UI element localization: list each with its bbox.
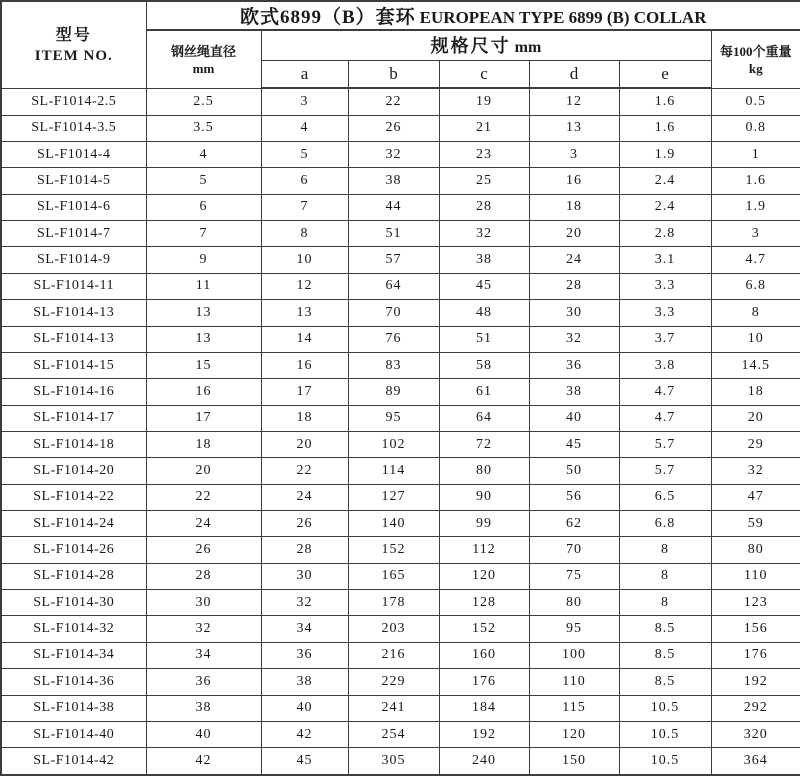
cell-dim-a: 20 (261, 431, 348, 457)
cell-item-no: SL-F1014-5 (1, 168, 146, 194)
table-row (1, 247, 800, 273)
cell-dim-e: 2.4 (619, 194, 711, 220)
table-row (1, 405, 800, 431)
cell-item-no: SL-F1014-9 (1, 247, 146, 273)
cell-dim-b: 76 (348, 326, 439, 352)
cell-wire-diameter: 15 (146, 352, 261, 378)
cell-dim-d: 80 (529, 590, 619, 616)
cell-dim-e: 8.5 (619, 642, 711, 668)
cell-dim-b: 64 (348, 273, 439, 299)
cell-weight: 4.7 (711, 247, 800, 273)
cell-dim-a: 36 (261, 642, 348, 668)
cell-dim-a: 8 (261, 221, 348, 247)
cell-dim-c: 64 (439, 405, 529, 431)
cell-dim-c: 112 (439, 537, 529, 563)
cell-dim-d: 120 (529, 721, 619, 747)
cell-item-no: SL-F1014-26 (1, 537, 146, 563)
cell-item-no: SL-F1014-42 (1, 748, 146, 775)
cell-item-no: SL-F1014-3.5 (1, 115, 146, 141)
cell-dim-c: 32 (439, 221, 529, 247)
table-row (1, 273, 800, 299)
cell-dim-c: 128 (439, 590, 529, 616)
cell-dim-a: 6 (261, 168, 348, 194)
table-row (1, 563, 800, 589)
cell-item-no: SL-F1014-32 (1, 616, 146, 642)
cell-item-no: SL-F1014-16 (1, 379, 146, 405)
cell-weight: 8 (711, 300, 800, 326)
cell-dim-c: 61 (439, 379, 529, 405)
cell-weight: 18 (711, 379, 800, 405)
table-row (1, 590, 800, 616)
column-header-dim-a: a (261, 60, 348, 88)
cell-dim-b: 89 (348, 379, 439, 405)
cell-dim-a: 12 (261, 273, 348, 299)
cell-dim-e: 8 (619, 563, 711, 589)
table-row (1, 300, 800, 326)
cell-dim-c: 184 (439, 695, 529, 721)
cell-dim-c: 45 (439, 273, 529, 299)
cell-dim-c: 21 (439, 115, 529, 141)
cell-item-no: SL-F1014-13 (1, 326, 146, 352)
cell-dim-b: 38 (348, 168, 439, 194)
wire-diameter-label: 钢丝绳直径 (170, 44, 236, 60)
cell-dim-d: 12 (529, 88, 619, 115)
cell-weight: 364 (711, 748, 800, 775)
cell-dim-d: 28 (529, 273, 619, 299)
title-row (1, 1, 800, 30)
cell-dim-c: 176 (439, 669, 529, 695)
cell-item-no: SL-F1014-30 (1, 590, 146, 616)
cell-dim-e: 5.7 (619, 431, 711, 457)
cell-weight: 80 (711, 537, 800, 563)
cell-dim-d: 70 (529, 537, 619, 563)
cell-wire-diameter: 42 (146, 748, 261, 775)
cell-weight: 6.8 (711, 273, 800, 299)
table-row (1, 352, 800, 378)
cell-wire-diameter: 16 (146, 379, 261, 405)
cell-weight: 110 (711, 563, 800, 589)
cell-dim-e: 2.4 (619, 168, 711, 194)
cell-dim-b: 165 (348, 563, 439, 589)
cell-dim-a: 34 (261, 616, 348, 642)
cell-dim-d: 20 (529, 221, 619, 247)
cell-item-no: SL-F1014-2.5 (1, 88, 146, 115)
cell-wire-diameter: 28 (146, 563, 261, 589)
table-row (1, 748, 800, 775)
cell-dim-b: 254 (348, 721, 439, 747)
column-header-dim-d: d (529, 60, 619, 88)
cell-dim-a: 5 (261, 141, 348, 167)
cell-dim-c: 192 (439, 721, 529, 747)
table-row (1, 115, 800, 141)
table-row (1, 616, 800, 642)
cell-dim-a: 4 (261, 115, 348, 141)
cell-dim-a: 22 (261, 458, 348, 484)
cell-wire-diameter: 38 (146, 695, 261, 721)
table-row (1, 721, 800, 747)
cell-dim-c: 23 (439, 141, 529, 167)
cell-dim-c: 48 (439, 300, 529, 326)
cell-weight: 10 (711, 326, 800, 352)
cell-dim-a: 38 (261, 669, 348, 695)
cell-dim-d: 16 (529, 168, 619, 194)
cell-dim-d: 3 (529, 141, 619, 167)
cell-dim-e: 6.5 (619, 484, 711, 510)
cell-dim-c: 28 (439, 194, 529, 220)
cell-wire-diameter: 9 (146, 247, 261, 273)
cell-wire-diameter: 13 (146, 326, 261, 352)
cell-dim-a: 18 (261, 405, 348, 431)
page-title (146, 1, 800, 30)
table-row (1, 458, 800, 484)
cell-item-no: SL-F1014-40 (1, 721, 146, 747)
cell-item-no: SL-F1014-13 (1, 300, 146, 326)
cell-dim-a: 28 (261, 537, 348, 563)
cell-dim-b: 127 (348, 484, 439, 510)
cell-dim-a: 7 (261, 194, 348, 220)
cell-dim-c: 25 (439, 168, 529, 194)
cell-item-no: SL-F1014-22 (1, 484, 146, 510)
cell-dim-a: 30 (261, 563, 348, 589)
cell-dim-e: 8.5 (619, 616, 711, 642)
cell-dim-b: 44 (348, 194, 439, 220)
cell-wire-diameter: 2.5 (146, 88, 261, 115)
cell-dim-e: 10.5 (619, 721, 711, 747)
table-row (1, 326, 800, 352)
cell-dim-e: 6.8 (619, 511, 711, 537)
cell-wire-diameter: 20 (146, 458, 261, 484)
cell-dim-e: 3.7 (619, 326, 711, 352)
cell-wire-diameter: 40 (146, 721, 261, 747)
cell-weight: 1.6 (711, 168, 800, 194)
cell-dim-d: 95 (529, 616, 619, 642)
wire-diameter-unit: mm (192, 60, 215, 76)
cell-item-no: SL-F1014-7 (1, 221, 146, 247)
cell-dim-d: 110 (529, 669, 619, 695)
cell-dim-b: 83 (348, 352, 439, 378)
cell-wire-diameter: 4 (146, 141, 261, 167)
cell-dim-e: 3.8 (619, 352, 711, 378)
cell-weight: 32 (711, 458, 800, 484)
cell-item-no: SL-F1014-6 (1, 194, 146, 220)
cell-wire-diameter: 17 (146, 405, 261, 431)
cell-dim-b: 305 (348, 748, 439, 775)
cell-dim-e: 1.9 (619, 141, 711, 167)
cell-wire-diameter: 6 (146, 194, 261, 220)
table-row (1, 669, 800, 695)
cell-weight: 1.9 (711, 194, 800, 220)
table-row (1, 221, 800, 247)
cell-dim-d: 32 (529, 326, 619, 352)
column-header-wire-diameter (146, 30, 261, 88)
cell-dim-c: 120 (439, 563, 529, 589)
table-row (1, 141, 800, 167)
cell-dim-c: 72 (439, 431, 529, 457)
cell-dim-d: 36 (529, 352, 619, 378)
cell-dim-a: 32 (261, 590, 348, 616)
cell-dim-b: 140 (348, 511, 439, 537)
cell-dim-e: 8 (619, 590, 711, 616)
cell-weight: 59 (711, 511, 800, 537)
cell-weight: 3 (711, 221, 800, 247)
cell-dim-d: 45 (529, 431, 619, 457)
table-row (1, 511, 800, 537)
item-no-label-cn: 型号 (55, 26, 92, 44)
cell-wire-diameter: 7 (146, 221, 261, 247)
cell-dim-a: 17 (261, 379, 348, 405)
cell-item-no: SL-F1014-15 (1, 352, 146, 378)
cell-dim-e: 10.5 (619, 748, 711, 775)
cell-wire-diameter: 32 (146, 616, 261, 642)
table-header (1, 1, 800, 88)
cell-dim-c: 152 (439, 616, 529, 642)
column-header-weight (711, 30, 800, 88)
cell-dim-d: 150 (529, 748, 619, 775)
table-row (1, 642, 800, 668)
cell-weight: 0.5 (711, 88, 800, 115)
cell-dim-b: 178 (348, 590, 439, 616)
cell-weight: 29 (711, 431, 800, 457)
cell-dim-a: 26 (261, 511, 348, 537)
cell-dim-a: 40 (261, 695, 348, 721)
table-body (1, 88, 800, 775)
cell-dim-a: 13 (261, 300, 348, 326)
cell-dim-c: 90 (439, 484, 529, 510)
spec-dimensions-unit: mm (514, 39, 542, 57)
cell-dim-d: 13 (529, 115, 619, 141)
cell-dim-a: 24 (261, 484, 348, 510)
cell-wire-diameter: 36 (146, 669, 261, 695)
cell-item-no: SL-F1014-4 (1, 141, 146, 167)
column-header-dim-c: c (439, 60, 529, 88)
cell-weight: 47 (711, 484, 800, 510)
cell-dim-e: 4.7 (619, 379, 711, 405)
page-title-english: EUROPEAN TYPE 6899 (B) COLLAR (419, 8, 707, 27)
cell-dim-d: 100 (529, 642, 619, 668)
cell-dim-a: 16 (261, 352, 348, 378)
table-row (1, 537, 800, 563)
cell-dim-c: 58 (439, 352, 529, 378)
cell-dim-e: 5.7 (619, 458, 711, 484)
cell-dim-a: 3 (261, 88, 348, 115)
cell-dim-b: 229 (348, 669, 439, 695)
cell-dim-b: 216 (348, 642, 439, 668)
cell-dim-b: 203 (348, 616, 439, 642)
cell-dim-b: 95 (348, 405, 439, 431)
cell-wire-diameter: 3.5 (146, 115, 261, 141)
cell-dim-c: 99 (439, 511, 529, 537)
cell-dim-e: 3.1 (619, 247, 711, 273)
cell-dim-b: 152 (348, 537, 439, 563)
cell-wire-diameter: 34 (146, 642, 261, 668)
column-header-dim-b: b (348, 60, 439, 88)
cell-wire-diameter: 11 (146, 273, 261, 299)
cell-item-no: SL-F1014-36 (1, 669, 146, 695)
cell-dim-d: 18 (529, 194, 619, 220)
table-row (1, 695, 800, 721)
cell-dim-b: 102 (348, 431, 439, 457)
column-header-dim-e: e (619, 60, 711, 88)
cell-dim-d: 62 (529, 511, 619, 537)
cell-dim-d: 75 (529, 563, 619, 589)
cell-item-no: SL-F1014-18 (1, 431, 146, 457)
cell-weight: 1 (711, 141, 800, 167)
table-row (1, 168, 800, 194)
cell-dim-e: 1.6 (619, 88, 711, 115)
cell-item-no: SL-F1014-34 (1, 642, 146, 668)
cell-item-no: SL-F1014-20 (1, 458, 146, 484)
cell-dim-b: 57 (348, 247, 439, 273)
cell-wire-diameter: 26 (146, 537, 261, 563)
cell-dim-d: 30 (529, 300, 619, 326)
cell-dim-b: 22 (348, 88, 439, 115)
cell-dim-c: 240 (439, 748, 529, 775)
cell-dim-d: 24 (529, 247, 619, 273)
cell-wire-diameter: 22 (146, 484, 261, 510)
cell-dim-c: 19 (439, 88, 529, 115)
cell-wire-diameter: 24 (146, 511, 261, 537)
item-no-label-en: ITEM NO. (34, 47, 113, 64)
spec-dimensions-label: 规格尺寸 (430, 36, 511, 57)
cell-item-no: SL-F1014-17 (1, 405, 146, 431)
cell-dim-a: 10 (261, 247, 348, 273)
cell-dim-a: 42 (261, 721, 348, 747)
cell-dim-e: 8 (619, 537, 711, 563)
cell-dim-e: 4.7 (619, 405, 711, 431)
cell-weight: 192 (711, 669, 800, 695)
cell-dim-b: 32 (348, 141, 439, 167)
cell-dim-b: 51 (348, 221, 439, 247)
table-row (1, 88, 800, 115)
cell-weight: 20 (711, 405, 800, 431)
page-title-chinese: 欧式6899（B）套环 (239, 7, 416, 28)
cell-dim-c: 160 (439, 642, 529, 668)
cell-dim-a: 14 (261, 326, 348, 352)
cell-dim-c: 51 (439, 326, 529, 352)
cell-weight: 320 (711, 721, 800, 747)
cell-dim-a: 45 (261, 748, 348, 775)
cell-dim-e: 8.5 (619, 669, 711, 695)
cell-weight: 0.8 (711, 115, 800, 141)
cell-dim-e: 1.6 (619, 115, 711, 141)
cell-weight: 176 (711, 642, 800, 668)
cell-item-no: SL-F1014-28 (1, 563, 146, 589)
cell-dim-e: 3.3 (619, 300, 711, 326)
cell-dim-e: 2.8 (619, 221, 711, 247)
cell-weight: 156 (711, 616, 800, 642)
table-row (1, 194, 800, 220)
cell-wire-diameter: 13 (146, 300, 261, 326)
cell-weight: 14.5 (711, 352, 800, 378)
cell-dim-b: 70 (348, 300, 439, 326)
table-row (1, 431, 800, 457)
column-header-item-no (1, 1, 146, 88)
cell-dim-d: 40 (529, 405, 619, 431)
cell-dim-b: 114 (348, 458, 439, 484)
cell-item-no: SL-F1014-38 (1, 695, 146, 721)
cell-dim-b: 241 (348, 695, 439, 721)
cell-wire-diameter: 18 (146, 431, 261, 457)
cell-dim-b: 26 (348, 115, 439, 141)
column-header-spec-dimensions (261, 30, 711, 60)
cell-item-no: SL-F1014-24 (1, 511, 146, 537)
cell-weight: 292 (711, 695, 800, 721)
cell-dim-d: 115 (529, 695, 619, 721)
cell-dim-e: 3.3 (619, 273, 711, 299)
cell-dim-e: 10.5 (619, 695, 711, 721)
cell-item-no: SL-F1014-11 (1, 273, 146, 299)
weight-unit: kg (748, 60, 763, 76)
cell-dim-d: 56 (529, 484, 619, 510)
weight-label: 每100个重量 (719, 44, 792, 60)
table-row (1, 379, 800, 405)
table-row (1, 484, 800, 510)
cell-dim-c: 80 (439, 458, 529, 484)
cell-wire-diameter: 5 (146, 168, 261, 194)
cell-weight: 123 (711, 590, 800, 616)
cell-dim-c: 38 (439, 247, 529, 273)
cell-wire-diameter: 30 (146, 590, 261, 616)
cell-dim-d: 50 (529, 458, 619, 484)
cell-dim-d: 38 (529, 379, 619, 405)
